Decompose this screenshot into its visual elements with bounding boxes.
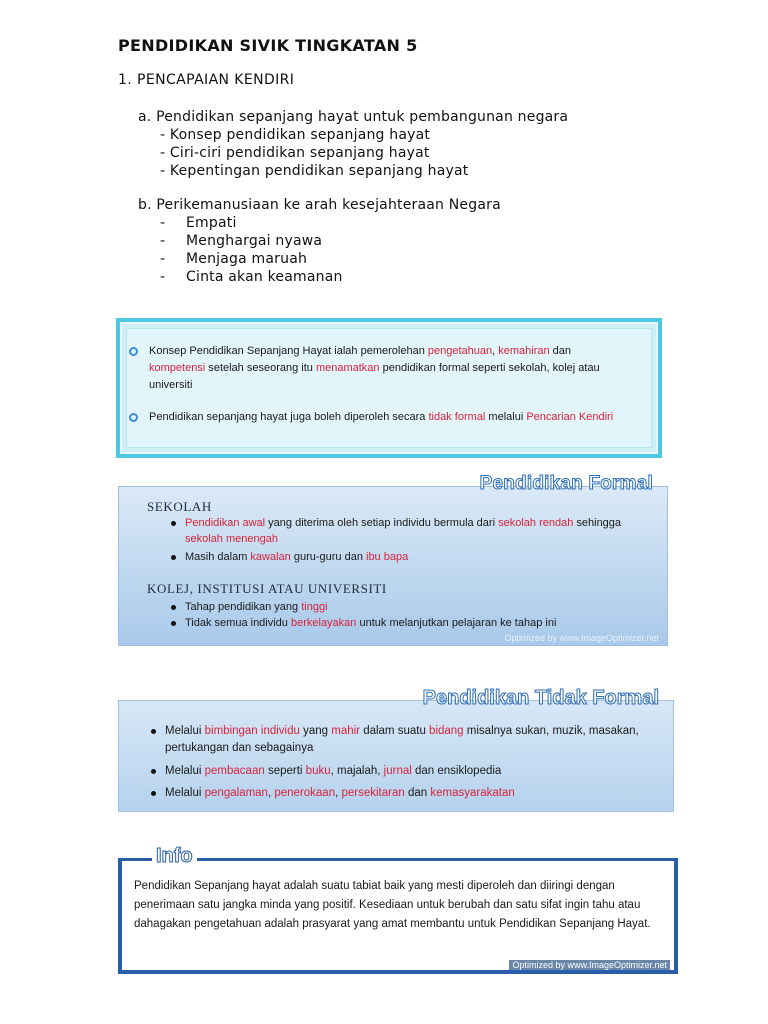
list-item: - Ciri-ciri pendidikan sepanjang hayat	[160, 145, 430, 161]
bullet-dot-icon	[171, 605, 176, 610]
bullet-dot-icon	[151, 729, 156, 734]
formal-education-slide-image	[118, 473, 668, 646]
bullet-dot-icon	[171, 521, 176, 526]
slide-subheading: KOLEJ, INSTITUSI ATAU UNIVERSITI	[147, 581, 387, 596]
bullet-dot-icon	[151, 791, 156, 796]
document-title: PENDIDIKAN SIVIK TINGKATAN 5	[118, 36, 418, 55]
ring-bullet-icon	[129, 347, 138, 356]
slide-bullet: Melalui pengalaman, penerokaan, persekitaran dan kemasyarakatan	[165, 785, 645, 802]
list-item: - Menjaga maruah	[160, 251, 308, 267]
slide-bullet: Melalui pembacaan seperti buku, majalah, jurnal dan ensiklopedia	[165, 763, 645, 780]
slide-banner-title: Pendidikan Tidak Formal	[422, 687, 659, 709]
slide-bullet: Pendidikan awal yang diterima oleh setiap individu bermula dari sekolah rendah sehingga sekolah menengah	[185, 515, 645, 547]
slide-subheading: SEKOLAH	[147, 499, 212, 514]
concept-bullet-2: Pendidikan sepanjang hayat juga boleh diperoleh secara tidak formal melalui Pencarian Kendiri	[149, 409, 629, 426]
slide-bullet: Tidak semua individu berkelayakan untuk melanjutkan pelajaran ke tahap ini	[185, 615, 645, 631]
section-heading: 1. PENCAPAIAN KENDIRI	[118, 72, 295, 88]
list-item: - Empati	[160, 215, 237, 231]
concept-slide-panel	[126, 328, 652, 448]
subsection-b-label: b. Perikemanusiaan ke arah kesejahteraan Negara	[138, 197, 501, 213]
subsection-a	[138, 108, 568, 180]
slide-banner-title: Pendidikan Formal	[479, 473, 653, 494]
watermark-text: Optimized by www.ImageOptimizer.net	[504, 633, 659, 643]
list-item: - Menghargai nyawa	[160, 233, 323, 249]
slide-bullet: Tahap pendidikan yang tinggi	[185, 599, 645, 615]
informal-education-slide-image	[118, 687, 674, 812]
watermark-text: Optimized by www.ImageOptimizer.net	[509, 960, 670, 970]
slide-banner-title: Info	[152, 845, 197, 868]
list-item: - Cinta akan keamanan	[160, 269, 343, 285]
bullet-dot-icon	[171, 621, 176, 626]
slide-bullet: Masih dalam kawalan guru-guru dan ibu bapa	[185, 549, 645, 565]
concept-bullet-1: Konsep Pendidikan Sepanjang Hayat ialah pemerolehan pengetahuan, kemahiran dan kompetensi setelah seseorang itu menamatkan pendidikan formal seperti sekolah, kolej atau universiti	[149, 343, 629, 394]
list-item: - Konsep pendidikan sepanjang hayat	[160, 127, 431, 143]
bullet-dot-icon	[151, 769, 156, 774]
subsection-b	[138, 196, 501, 286]
list-item: - Kepentingan pendidikan sepanjang hayat	[160, 163, 469, 179]
info-slide-image	[118, 845, 678, 974]
ring-bullet-icon	[129, 413, 138, 422]
subsection-a-label: a. Pendidikan sepanjang hayat untuk pembangunan negara	[138, 109, 569, 125]
slide-bullet: Melalui bimbingan individu yang mahir dalam suatu bidang misalnya sukan, muzik, masakan, pertukangan dan sebagainya	[165, 723, 645, 757]
info-paragraph: Pendidikan Sepanjang hayat adalah suatu tabiat baik yang mesti diperoleh dan diiringi dengan penerimaan satu jangka minda yang positif. Kesediaan untuk berubah dan satu sifat ingin tahu atau dahagakan pengetahuan adalah prasyarat yang amat membantu untuk Pendidikan Sepanjang Hayat.	[134, 880, 651, 930]
bullet-dot-icon	[171, 555, 176, 560]
concept-slide-image	[116, 318, 662, 458]
